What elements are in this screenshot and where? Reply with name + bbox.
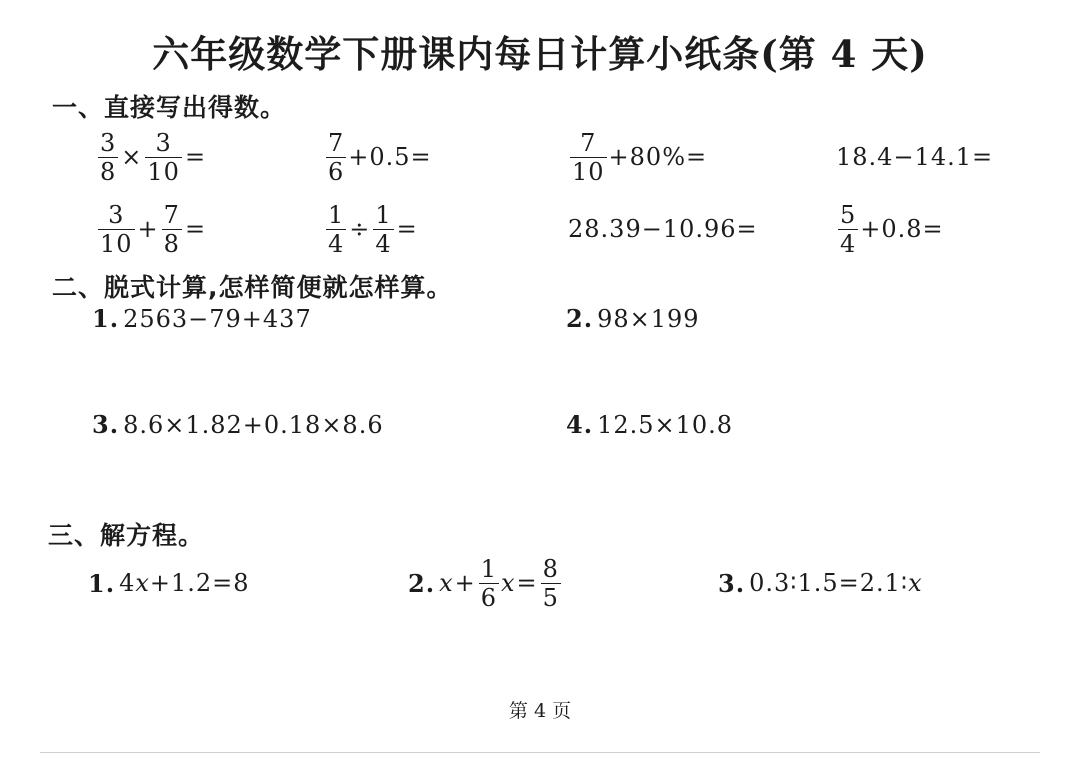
- fraction: $\frac{7}{10}$: [572, 128, 605, 186]
- equation-2: 2. x + $\frac{1}{6}$ x = $\frac{8}{5}$: [408, 554, 559, 612]
- problem-1-1: $\frac{3}{8}$ × $\frac{3}{10}$ =: [100, 128, 207, 186]
- problem-1-8: $\frac{5}{4}$ +0.8=: [840, 200, 944, 258]
- problem-2-2: 2. 98×199: [566, 304, 700, 333]
- problem-2-3: 3. 8.6×1.82+0.18×8.6: [92, 410, 384, 439]
- fraction: $\frac{1}{6}$: [480, 554, 497, 612]
- equation-1: 1. 4 x +1.2=8: [88, 568, 250, 598]
- problem-1-5: $\frac{3}{10}$ + $\frac{7}{8}$ =: [100, 200, 207, 258]
- page-title: 六年级数学下册课内每日计算小纸条(第 4 天): [152, 32, 928, 76]
- bottom-divider: [40, 752, 1040, 753]
- problem-2-4: 4. 12.5×10.8: [566, 410, 734, 439]
- fraction: $\frac{7}{8}$: [163, 200, 180, 258]
- fraction: $\frac{3}{10}$: [147, 128, 180, 186]
- fraction: $\frac{7}{6}$: [328, 128, 345, 186]
- problem-2-1: 1. 2563−79+437: [92, 304, 312, 333]
- fraction: $\frac{3}{10}$: [100, 200, 133, 258]
- fraction: $\frac{3}{8}$: [100, 128, 117, 186]
- fraction: $\frac{5}{4}$: [840, 200, 857, 258]
- fraction: $\frac{1}{4}$: [375, 200, 392, 258]
- section1-heading: 一、直接写出得数。: [52, 93, 287, 122]
- problem-1-3: $\frac{7}{10}$ +80%=: [572, 128, 708, 186]
- section3-heading: 三、解方程。: [48, 521, 205, 550]
- fraction: $\frac{8}{5}$: [542, 554, 559, 612]
- problem-1-7: 28.39−10.96=: [568, 215, 758, 243]
- page-number: 第 4 页: [508, 700, 572, 722]
- problem-1-2: $\frac{7}{6}$ +0.5=: [328, 128, 432, 186]
- problem-1-6: $\frac{1}{4}$ ÷ $\frac{1}{4}$ =: [328, 200, 418, 258]
- section2-heading: 二、脱式计算,怎样简便就怎样算。: [52, 273, 453, 302]
- problem-1-4: 18.4−14.1=: [836, 143, 994, 171]
- equation-3: 3. 0.3∶1.5=2.1∶ x: [718, 568, 923, 598]
- fraction: $\frac{1}{4}$: [328, 200, 345, 258]
